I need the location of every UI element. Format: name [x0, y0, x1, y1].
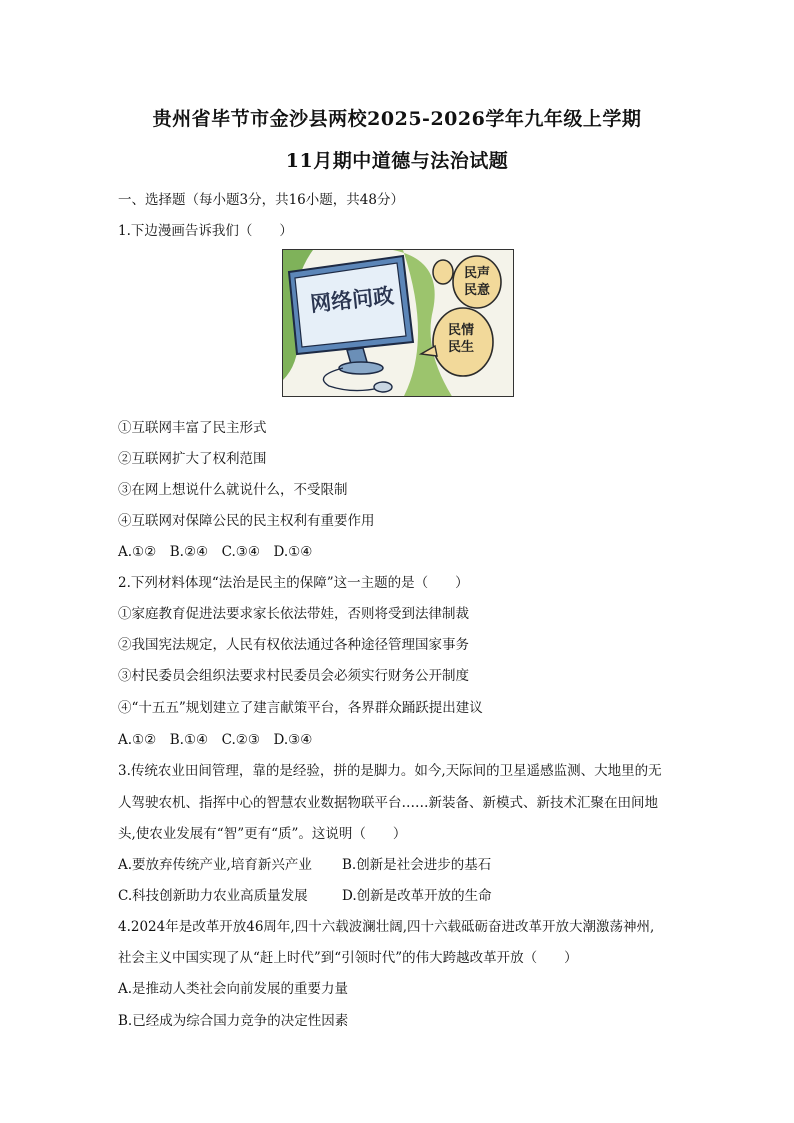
bubble-2-line-2: 民生 [447, 340, 474, 355]
cartoon-bubble-2 [441, 322, 481, 356]
q3-option-b: B.创新是社会进步的基石 [342, 857, 492, 873]
q4-stem-line-2: 社会主义中国实现了从“赶上时代”到“引领时代”的伟大跨越改革开放（ ） [118, 950, 578, 966]
bubble-1-line-1: 民声 [463, 266, 490, 281]
q3-stem-line-1: 3.传统农业田间管理，靠的是经验，拼的是脚力。如今,天际间的卫星遥感监测、大地里的无 [118, 763, 662, 779]
q2-item-4: ④“十五五”规划建立了建言献策平台，各界群众踊跃提出建议 [118, 700, 483, 716]
q4-stem-line-1: 4.2024年是改革开放46周年,四十六载波澜壮阔,四十六载砥砺奋进改革开放大潮激荡神州, [118, 919, 655, 935]
q1-item-3: ③在网上想说什么就说什么，不受限制 [118, 482, 348, 498]
q4-option-a: A.是推动人类社会向前发展的重要力量 [118, 981, 349, 997]
exam-title-line1: 贵州省毕节市金沙县两校2025-2026学年九年级上学期 [152, 108, 642, 130]
q3-option-d: D.创新是改革开放的生命 [342, 888, 492, 904]
q3-option-c: C.科技创新助力农业高质量发展 [118, 888, 308, 904]
q2-options: A.①② B.①④ C.②③ D.③④ [118, 732, 313, 748]
q3-stem-line-2: 人驾驶农机、指挥中心的智慧农业数据物联平台……新装备、新模式、新技术汇聚在田间地 [118, 795, 658, 811]
q2-item-3: ③村民委员会组织法要求村民委员会必须实行财务公开制度 [118, 668, 469, 684]
q2-item-2: ②我国宪法规定，人民有权依法通过各种途径管理国家事务 [118, 637, 469, 653]
section-heading: 一、选择题（每小题3分，共16小题，共48分） [118, 192, 404, 208]
q3-stem-line-3: 头,使农业发展有“智”更有“质”。这说明（ ） [118, 826, 407, 842]
q2-item-1: ①家庭教育促进法要求家长依法带娃，否则将受到法律制裁 [118, 606, 469, 622]
q1-stem: 1.下边漫画告诉我们（ ） [118, 223, 293, 239]
bubble-2-line-1: 民情 [447, 323, 474, 338]
cartoon-bubble-1 [457, 265, 497, 299]
q3-option-a: A.要放弃传统产业,培育新兴产业 [118, 857, 312, 873]
q1-item-2: ②互联网扩大了权利范围 [118, 451, 267, 467]
q4-option-b: B.已经成为综合国力竞争的决定性因素 [118, 1013, 349, 1029]
bubble-1-line-2: 民意 [463, 283, 490, 298]
cartoon-screen-text: 网络问政 [309, 283, 396, 317]
exam-title-line2: 11月期中道德与法治试题 [285, 150, 509, 172]
q1-item-4: ④互联网对保障公民的民主权利有重要作用 [118, 513, 375, 529]
q1-item-1: ①互联网丰富了民主形式 [118, 420, 267, 436]
q2-stem: 2.下列材料体现“法治是民主的保障”这一主题的是（ ） [118, 575, 469, 591]
q1-options: A.①② B.②④ C.③④ D.①④ [118, 544, 313, 560]
